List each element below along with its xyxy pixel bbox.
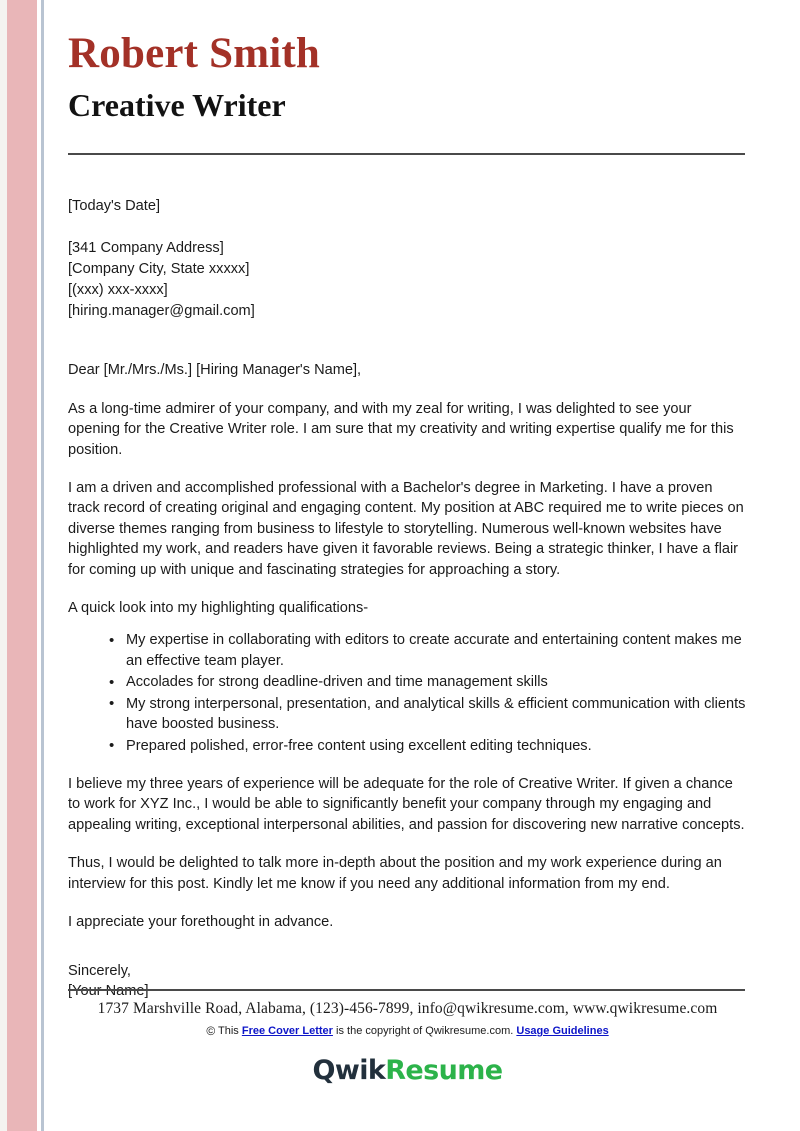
- header-divider: [68, 153, 745, 155]
- copyright-icon: ©: [206, 1024, 216, 1038]
- copyright-prefix: This: [218, 1025, 239, 1037]
- free-cover-letter-link[interactable]: Free Cover Letter: [241, 1025, 333, 1037]
- left-outer-margin: [0, 0, 7, 1131]
- recipient-address-line: [hiring.manager@gmail.com]: [68, 302, 255, 319]
- body-paragraph-3: I believe my three years of experience will be adequate for the role of Creative Writer. If given a chance to work for XYZ Inc., I would be able to significantly benefit your company through my engaging and appealing writing, exceptional interpersonal abilities, and passion for discovering new narrative concepts.: [68, 776, 745, 833]
- body-paragraph-2: I am a driven and accomplished professional with a Bachelor's degree in Marketing. I have a proven track record of creating original and engaging content. My position at ABC required me to write pieces on diverse themes ranging from business to lifestyle to storytelling. Numerous well-known websites have highlighted my work, and readers have given it favorable reviews. Being a strategic thinker, I have a flair for coming up with unique and fascinating strategies for approaching a story.: [68, 479, 744, 578]
- logo-text-qwik: Qwik: [312, 1055, 386, 1086]
- list-item: • Prepared polished, error-free content using excellent editing techniques.: [109, 736, 747, 756]
- list-item: • Accolades for strong deadline-driven and time management skills: [109, 672, 747, 692]
- list-item: • My strong interpersonal, presentation, and analytical skills & efficient communication with clients have boosted business.: [109, 694, 747, 735]
- qualifications-list: [68, 630, 747, 756]
- closing-line: Sincerely,: [68, 962, 131, 979]
- list-item: • My expertise in collaborating with editors to create accurate and entertaining content makes me an effective team player.: [109, 630, 747, 671]
- copyright-middle: is the copyright of Qwikresume.com.: [336, 1025, 514, 1037]
- body-paragraph-1: As a long-time admirer of your company, and with my zeal for writing, I was delighted to see your opening for the Creative Writer role. I am sure that my creativity and writing expertise qualify me for this position.: [68, 400, 734, 458]
- footer-divider: [68, 989, 745, 991]
- recipient-address-line: [(xxx) xxx-xxxx]: [68, 281, 168, 298]
- letter-body: [68, 196, 747, 1002]
- recipient-address-block: [68, 238, 747, 321]
- applicant-name: Robert Smith: [68, 30, 321, 77]
- applicant-job-title: Creative Writer: [68, 87, 286, 124]
- footer-contact-line: 1737 Marshville Road, Alabama, (123)-456-7899, info@qwikresume.com, www.qwikresume.com: [97, 1000, 718, 1017]
- recipient-address-line: [Company City, State xxxxx]: [68, 261, 250, 278]
- body-paragraph-4: Thus, I would be delighted to talk more in-depth about the position and my work experience during an interview for this post. Kindly let me know if you need any additional information from my end.: [68, 855, 722, 892]
- qwikresume-logo[interactable]: [68, 1057, 747, 1084]
- qualifications-lead-in: A quick look into my highlighting qualifications-: [68, 600, 369, 617]
- signature-name: [Your Name]: [68, 983, 149, 1000]
- salutation: Dear [Mr./Mrs./Ms.] [Hiring Manager's Name],: [68, 362, 362, 379]
- logo-text-resume: Resume: [385, 1055, 503, 1086]
- body-paragraph-5: I appreciate your forethought in advance.: [68, 914, 334, 931]
- letter-date: [Today's Date]: [68, 197, 161, 214]
- letter-content: [68, 0, 747, 1131]
- footer-copyright-line: [68, 1024, 747, 1038]
- page-footer: [68, 989, 747, 1084]
- left-blue-accent-line: [41, 0, 44, 1131]
- recipient-address-line: [341 Company Address]: [68, 240, 224, 257]
- usage-guidelines-link[interactable]: Usage Guidelines: [516, 1025, 609, 1037]
- left-pink-accent-bar: [7, 0, 37, 1131]
